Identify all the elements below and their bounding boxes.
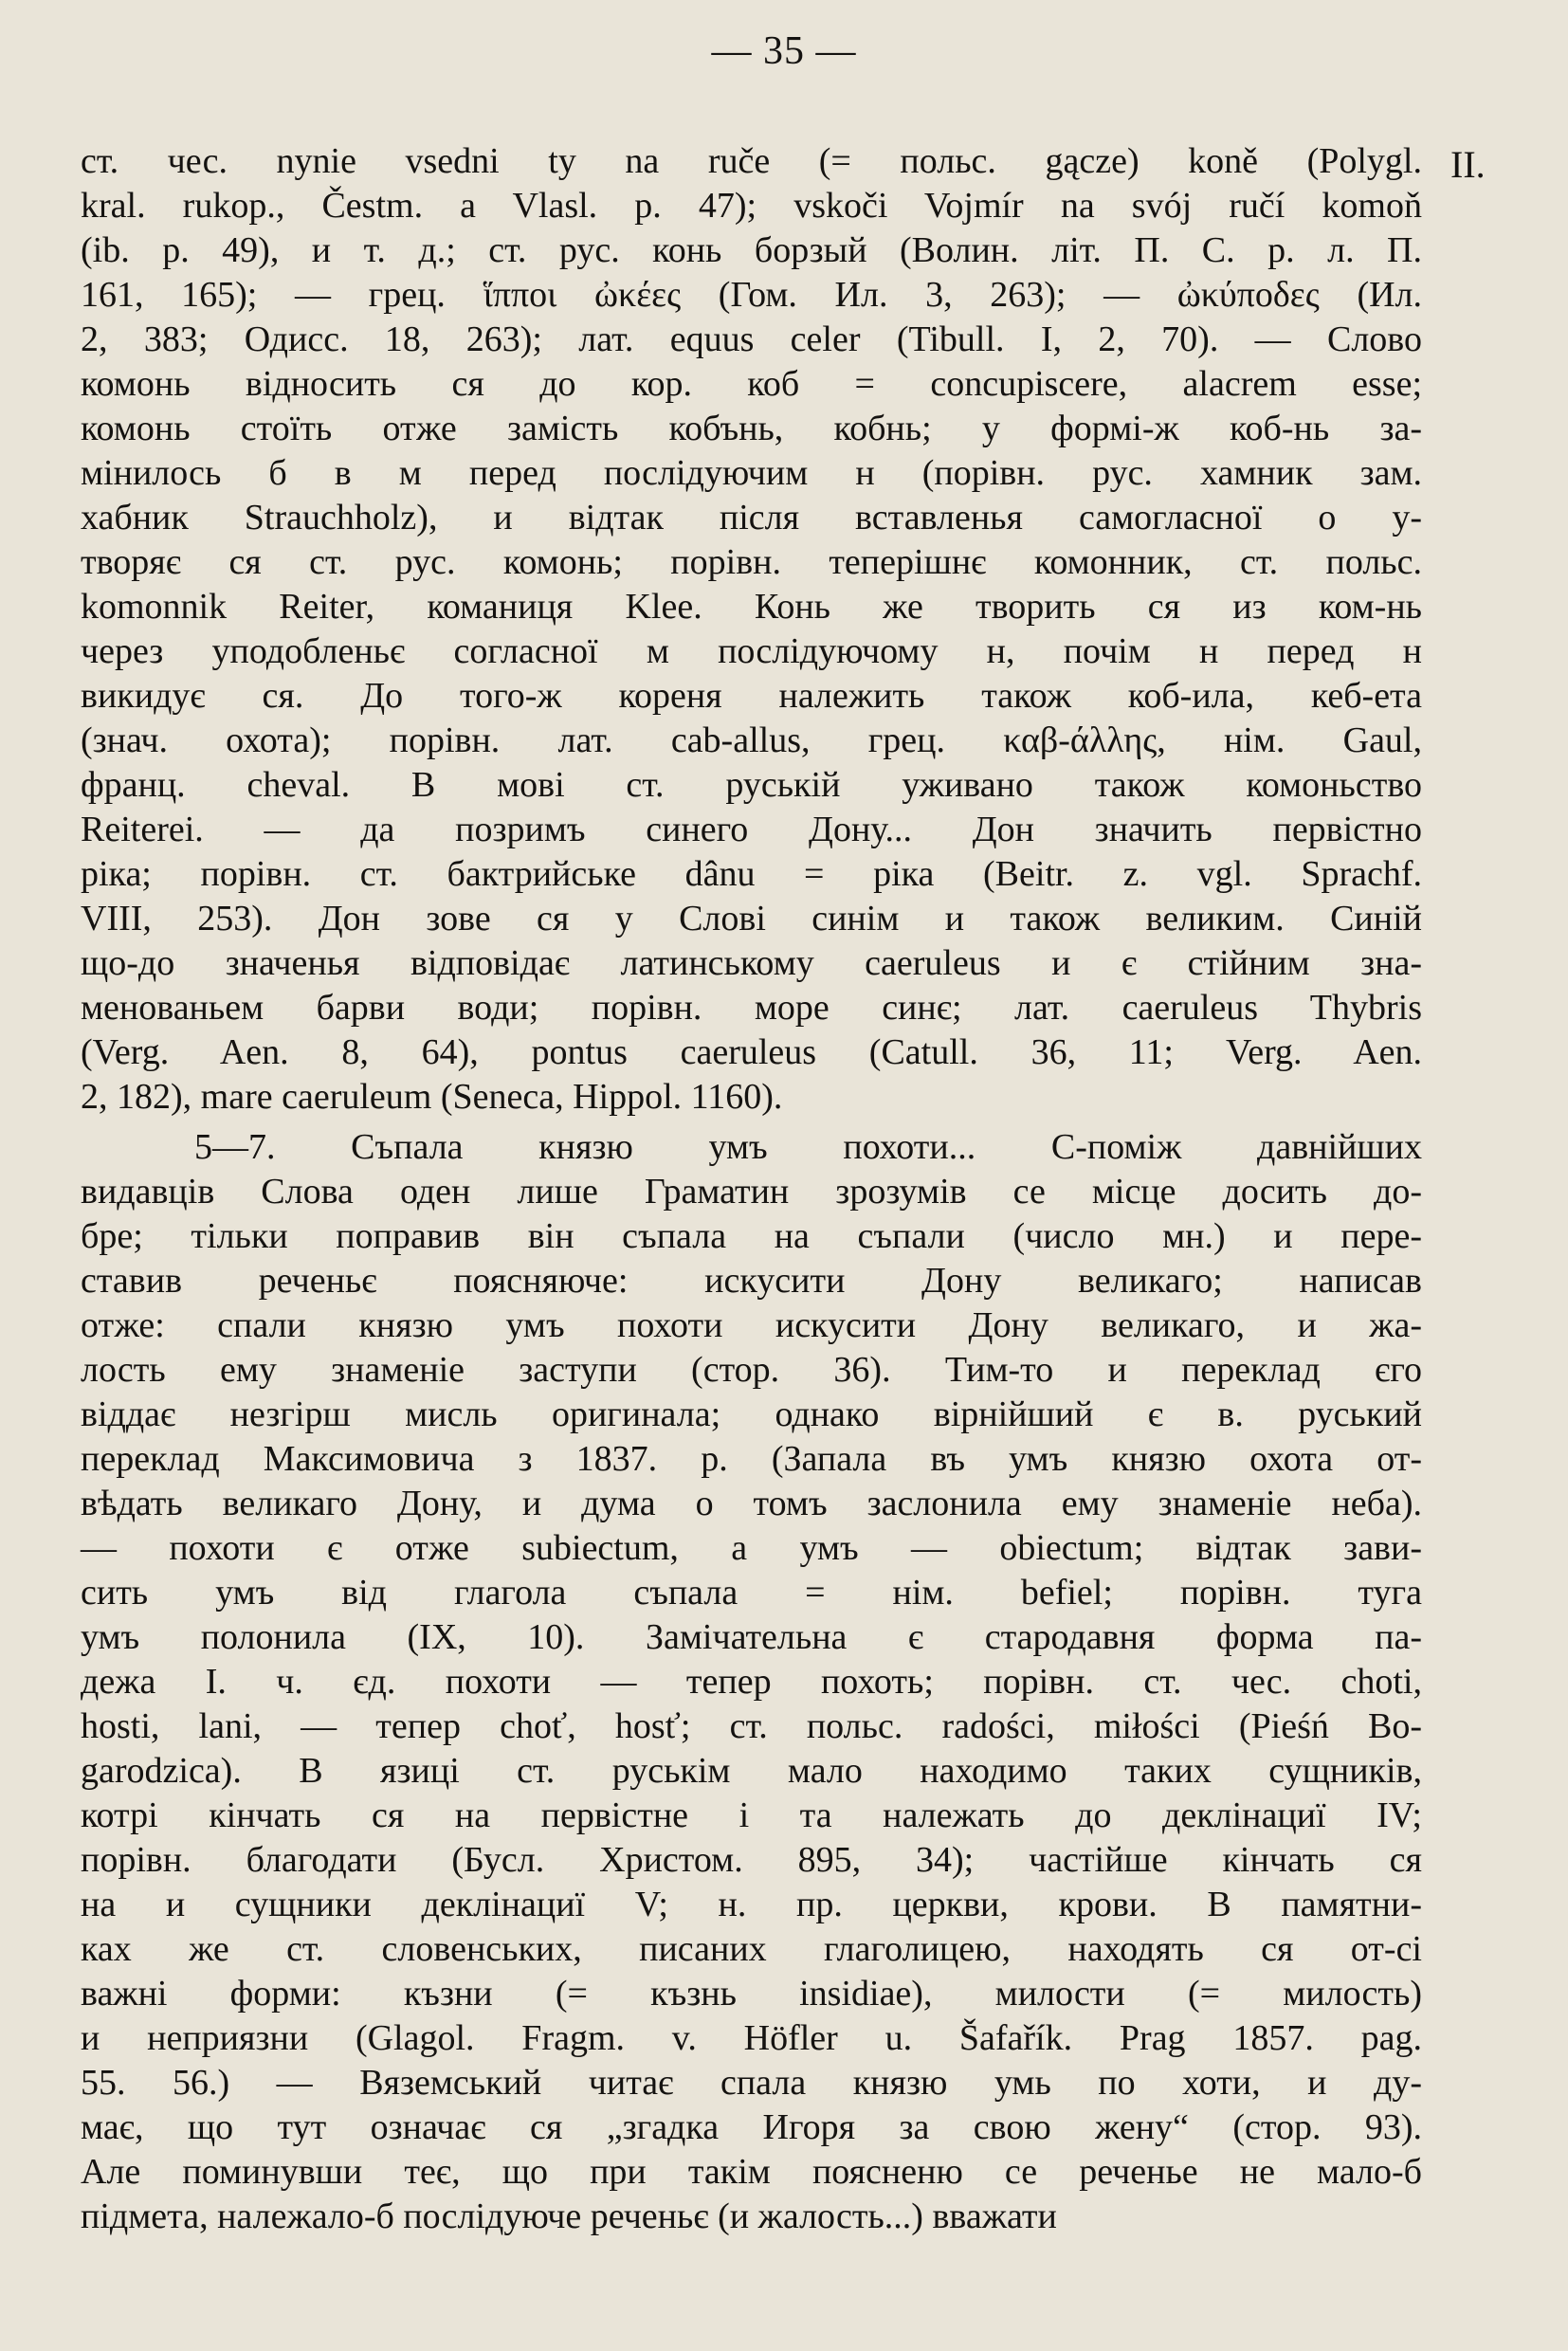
text-line: порівн. благодати (Бусл. Христом. 895, 34); частійше кінчать ся — [81, 1840, 1422, 1880]
text-line: komonnik Reiter, команиця Klee. Конь же творить ся из ком-нь — [81, 587, 1422, 627]
text-line: на и сущники деклінациї V; н. пр. церкви, крови. В памятни- — [81, 1885, 1422, 1924]
text-line: важні форми: къзни (= къзнь insidiae), милости (= милость) — [81, 1974, 1422, 2014]
text-line: ставив реченьє поясняюче: искусити Дону великаго; написав — [81, 1261, 1422, 1301]
text-line: 2, 383; Одисс. 18, 263); лат. equus celer (Tibull. I, 2, 70). — Слово — [81, 319, 1422, 359]
text-line: франц. cheval. В мові ст. руській уживано також комоньство — [81, 765, 1422, 805]
text-line: комонь відносить ся до кор. коб = concupiscere, alacrem esse; — [81, 364, 1422, 404]
text-line: видавців Слова оден лише Граматин зрозумів се місце досить до- — [81, 1172, 1422, 1212]
text-line: мінилось б в м перед послідуючим н (порівн. рус. хамник зам. — [81, 453, 1422, 493]
text-line: (знач. охота); порівн. лат. cab-allus, грец. καβ-άλλης, нім. Gaul, — [81, 720, 1422, 760]
text-line: вѣдать великаго Дону, и дума о томъ заслонила ему знаменіе неба). — [81, 1484, 1422, 1523]
text-line: ках же ст. словенських, писаних глаголицею, находять ся от-сі — [81, 1929, 1422, 1969]
text-line: 5—7. Съпала князю умъ похоти... С-поміж давнійших — [194, 1127, 1422, 1167]
text-line: котрі кінчать ся на первістне і та належать до деклінациї IV; — [81, 1795, 1422, 1835]
text-line: Reiterei. — да позримъ синего Дону... Дон значить первістно — [81, 810, 1422, 849]
text-line: ст. чес. nynie vsedni ty na ruče (= польс. gącze) koně (Polygl. — [81, 141, 1422, 181]
text-line: — похоти є отже subiectum, а умъ — obiectum; відтак зави- — [81, 1528, 1422, 1568]
text-line: через уподобленьє согласної м послідуючому н, почім н перед н — [81, 631, 1422, 671]
paragraph-2 — [81, 1125, 1422, 2239]
page-number: — 35 — — [711, 29, 857, 73]
text-line: віддає незгірш мисль оригинала; однако вірнійший є в. руський — [81, 1394, 1422, 1434]
text-line: 55. 56.) — Вяземський читає спала князю умь по хоти, и ду- — [81, 2063, 1422, 2103]
text-line: лость ему знаменіе заступи (стор. 36). Тим-то и переклад єго — [81, 1350, 1422, 1390]
text-line: має, що тут означає ся „згадка Игоря за свою жену“ (стор. 93). — [81, 2107, 1422, 2147]
text-line: менованьем барви води; порівн. море синє; лат. caeruleus Thybris — [81, 988, 1422, 1028]
text-line: hosti, lani, — тепер choť, hosť; ст. польс. radości, miłości (Pieśń Bo- — [81, 1706, 1422, 1746]
text-line: хабник Strauchholz), и відтак після вставленья самогласної о у- — [81, 498, 1422, 538]
text-line: комонь стоїть отже замість кобънь, кобнь; у формі-ж коб-нь за- — [81, 409, 1422, 448]
text-line: дежа І. ч. єд. похоти — тепер похоть; порівн. ст. чес. choti, — [81, 1662, 1422, 1702]
text-line: VIII, 253). Дон зове ся у Слові синім и також великим. Синій — [81, 899, 1422, 939]
text-line: викидує ся. До того-ж кореня належить також коб-ила, кеб-ета — [81, 676, 1422, 716]
text-line: переклад Максимовича з 1837. р. (Запала въ умъ князю охота от- — [81, 1439, 1422, 1479]
text-line: garodzica). В язиці ст. руськім мало находимо таких сущників, — [81, 1751, 1422, 1791]
text-line: (ib. p. 49), и т. д.; ст. рус. конь борзый (Волин. літ. П. С. р. л. П. — [81, 230, 1422, 270]
text-line: творяє ся ст. рус. комонь; порівн. теперішнє комонник, ст. польс. — [81, 542, 1422, 582]
text-line: 2, 182), mare caeruleum (Seneca, Hippol. 1160). — [81, 1077, 783, 1117]
text-line: підмета, належало-б послідуюче реченьє (и жалость...) вважати — [81, 2196, 1057, 2236]
text-line: сить умъ від глагола съпала = нім. befiel; порівн. туга — [81, 1573, 1422, 1613]
text-line: и неприязни (Glagol. Fragm. v. Höfler u. Šafařík. Prag 1857. pag. — [81, 2018, 1422, 2058]
text-line: отже: спали князю умъ похоти искусити Дону великаго, и жа- — [81, 1305, 1422, 1345]
text-line: (Verg. Aen. 8, 64), pontus caeruleus (Catull. 36, 11; Verg. Aen. — [81, 1032, 1422, 1072]
margin-note: II. — [1450, 143, 1486, 186]
text-line: ріка; порівн. ст. бактрийське dânu = ріка (Beitr. z. vgl. Sprachf. — [81, 854, 1422, 894]
text-line: 161, 165); — грец. ἵπποι ὠκέες (Гом. Ил. 3, 263); — ὠκύποδες (Ил. — [81, 275, 1422, 315]
paragraph-1 — [81, 139, 1422, 1120]
text-line: умъ полонила (IX, 10). Замічательна є стародавня форма па- — [81, 1617, 1422, 1657]
text-line: бре; тільки поправив він съпала на съпали (число мн.) и пере- — [81, 1216, 1422, 1256]
text-line: kral. rukop., Čestm. a Vlasl. p. 47); vskoči Vojmír na svój ručí komoň — [81, 186, 1422, 226]
text-line: Але поминувши теє, що при такім поясненю се реченье не мало-б — [81, 2152, 1422, 2192]
text-line: що-до значенья відповідає латинському caeruleus и є стійним зна- — [81, 943, 1422, 983]
